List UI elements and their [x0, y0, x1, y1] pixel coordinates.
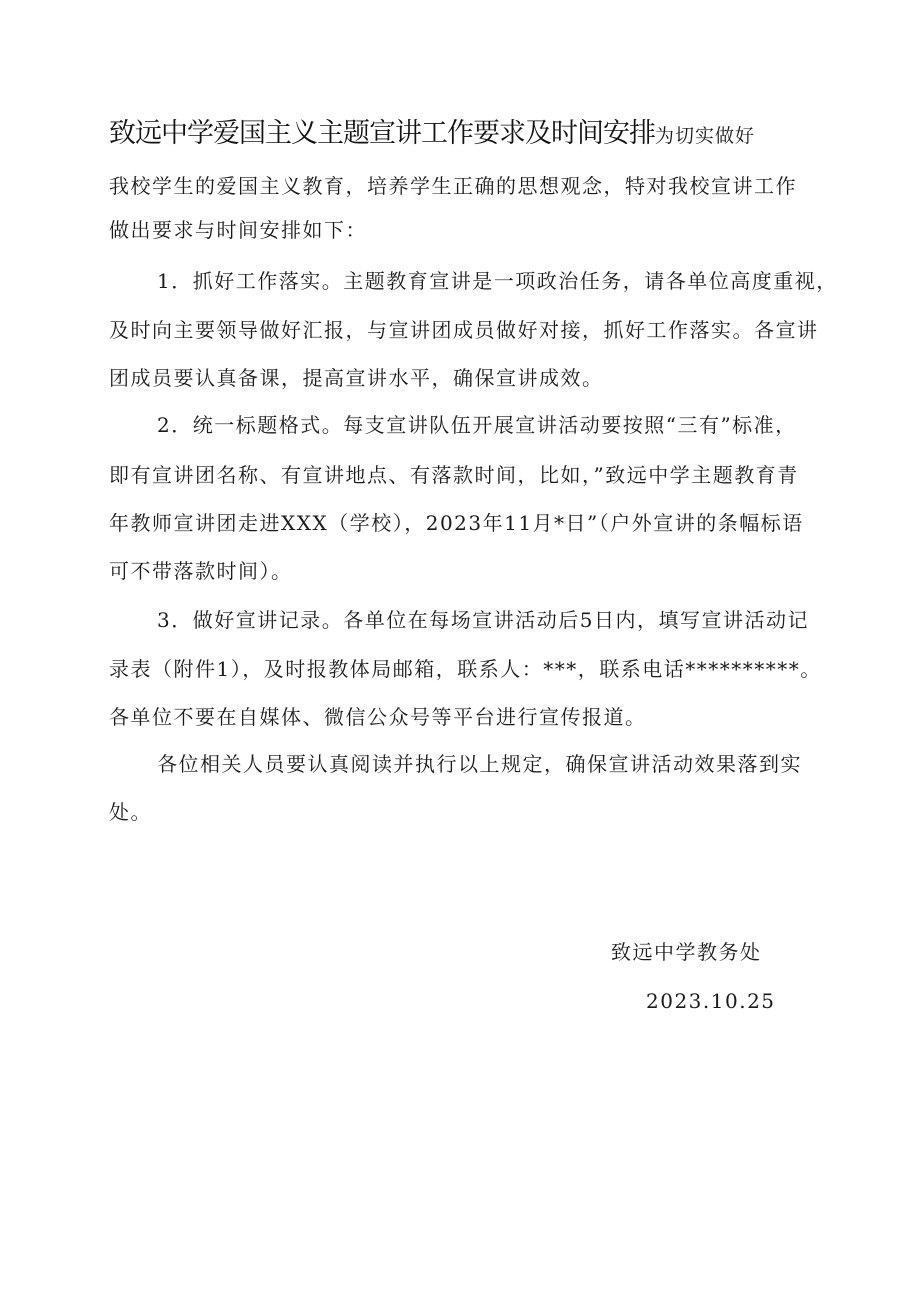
item3-line: 各单位不要在自媒体、微信公众号等平台进行宣传报道。: [109, 705, 647, 729]
intro-line: 我校学生的爱国主义教育，培养学生正确的思想观念，特对我校宣讲工作: [109, 174, 797, 198]
signature: 致远中学教务处: [611, 940, 762, 964]
item1-line: 及时向主要领导做好汇报，与宣讲团成员做好对接，抓好工作落实。各宣讲: [109, 318, 819, 342]
item2-line: 可不带落款时间）。: [109, 559, 293, 583]
item3-line: 3．做好宣讲记录。各单位在每场宣讲活动后5日内，填写宣讲活动记: [157, 608, 809, 632]
item1-line: 1．抓好工作落实。主题教育宣讲是一项政治任务，请各单位高度重视，: [157, 269, 838, 293]
intro-line: 做出要求与时间安排如下：: [109, 218, 367, 242]
document-title: 致远中学爱国主义主题宣讲工作要求及时间安排: [109, 118, 655, 149]
title-row: [109, 119, 819, 151]
item2-line: 2．统一标题格式。每支宣讲队伍开展宣讲活动要按照“三有”标准，: [157, 413, 797, 437]
item2-line: 即有宣讲团名称、有宣讲地点、有落款时间，比如，”致远中学主题教育青: [109, 463, 799, 487]
item2-line: 年教师宣讲团走进XXX（学校），2023年11月*日”（户外宣讲的条幅标语: [109, 511, 804, 535]
intro-line: 为切实做好: [655, 125, 756, 147]
item1-line: 团成员要认真备课，提高宣讲水平，确保宣讲成效。: [109, 366, 604, 390]
closing-line: 各位相关人员要认真阅读并执行以上规定，确保宣讲活动效果落到实: [157, 752, 802, 776]
item3-line: 录表（附件1），及时报教体局邮箱，联系人：***，联系电话**********。: [109, 657, 822, 681]
closing-line: 处。: [109, 800, 152, 824]
date: 2023.10.25: [646, 989, 776, 1013]
